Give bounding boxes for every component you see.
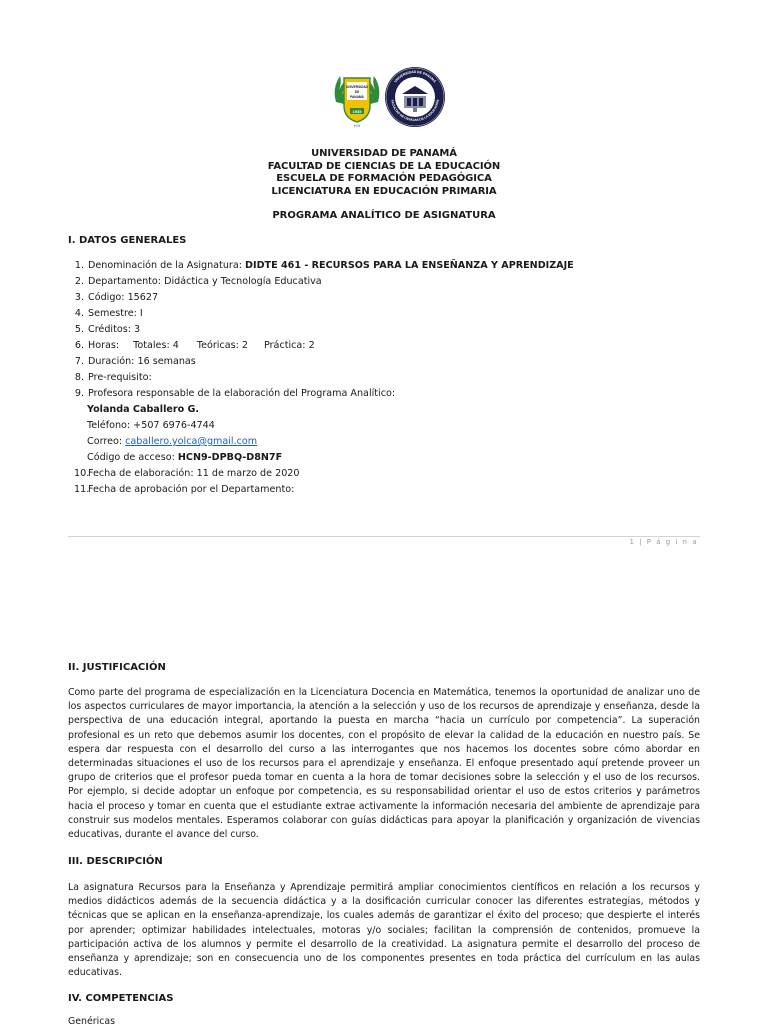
item-number: 6. (74, 340, 84, 351)
item-number: 4. (74, 308, 84, 319)
prerequisite: Pre-requisito: (88, 372, 152, 383)
up-logo-text: UNIVERSIDAD (346, 85, 368, 89)
access-code-row (74, 450, 714, 466)
section-heading-general: I. DATOS GENERALES (68, 235, 187, 246)
department: Departamento: Didáctica y Tecnología Educativa (88, 276, 322, 287)
item-number: 9. (74, 388, 84, 399)
hours-practice: Práctica: 2 (264, 340, 315, 351)
hours-label: Horas: (88, 340, 120, 351)
elaboration-date: Fecha de elaboración: 11 de marzo de 2020 (88, 468, 300, 479)
seal-ring-bottom-text: FACULTAD DE CIENCIAS DE LA EDUCACIÓN (390, 99, 440, 123)
hours-theory: Teóricas: 2 (196, 340, 248, 351)
item-number: 11. (74, 484, 90, 495)
course-name: DIDTE 461 - RECURSOS PARA LA ENSEÑANZA Y APRENDIZAJE (245, 260, 574, 271)
access-code: HCN9-DPBQ-D8N7F (177, 452, 283, 463)
duration: Duración: 16 semanas (88, 356, 196, 367)
faculty-name: FACULTAD DE CIENCIAS DE LA EDUCACIÓN (267, 160, 501, 172)
university-name: UNIVERSIDAD DE PANAMÁ (311, 148, 457, 159)
list-item (74, 338, 714, 354)
email-link[interactable]: caballero.yolca@gmail.com (125, 436, 258, 447)
list-item (74, 290, 714, 306)
institution-logos (330, 66, 440, 130)
item-number: 10. (74, 468, 90, 479)
university-of-panama-logo (330, 68, 384, 128)
page-number: 1 | P á g i n a (629, 538, 698, 546)
program-title: PROGRAMA ANALÍTICO DE ASIGNATURA (272, 210, 496, 221)
faculty-of-education-seal (384, 66, 446, 128)
up-logo-motto: H H (353, 124, 361, 128)
justification-text: Como parte del programa de especialización en la Licenciatura Docencia en Matemática, tenemos la oportunidad de analizar uno de los aspectos curriculares de mayor importancia, la atención a la selección y uso de los recursos de aprendizaje y enseñanza, desde la perspectiva de una educación integral, aportando la puesta en marcha “hacia un currículo por competencia”. La superación profesional es un reto que debemos asumir los docentes, con el propósito de elevar la calidad de la educación en nuestro país. Se espera dar respuesta con el desarrollo del curso a las interrogantes que nos hacemos los docentes sobre cómo abordar en determinadas situaciones el uso de los recursos para el aprendizaje y enseñanza. El enfoque presentado aquí pretende proveer un grupo de criterios que el profesor pueda tomar en cuenta a la hora de tomar decisiones sobre la selección y el uso de los recursos. Por ejemplo, si decide adoptar un enfoque por competencia, es su responsabilidad orientar el uso de estos criterios y parámetros hacia el proceso y tomar en cuenta que el estudiante extrae activamente la información necesaria del ambiente de aprendizaje para construir sus modelos mentales. Esperamos colaborar con guías didácticas para apoyar la planificación y organización de vivencias educativas, durante el avance del curso. (68, 687, 700, 841)
list-item (74, 466, 714, 482)
competencies-subheading: Genéricas (68, 1016, 115, 1027)
course-code: Código: 15627 (88, 292, 159, 303)
responsible-professor-label: Profesora responsable de la elaboración del Programa Analítico: (88, 388, 396, 399)
item-number: 2. (74, 276, 84, 287)
list-item (74, 354, 714, 370)
approval-date: Fecha de aprobación por el Departamento: (88, 484, 295, 495)
professor-name: Yolanda Caballero G. (87, 404, 200, 415)
page-footer-divider (68, 536, 700, 537)
list-item (74, 306, 714, 322)
school-name: ESCUELA DE FORMACIÓN PEDAGÓGICA (276, 173, 492, 184)
description-text: La asignatura Recursos para la Enseñanza y Aprendizaje permitirá ampliar conocimientos científicos en relación a los recursos y medios didácticos además de la secuencia didáctica y a la dosificación curricular conocer las diferentes estrategias, métodos y técnicas que se aplican en la enseñanza-aprendizaje, los cuales además de garantizar el éxito del proceso; que despierte el interés por aprender; optimizar habilidades intelectuales, motoras y/o sociales; facilitan la comprensión de contenidos, promueve la participación activa de los alumnos y permite el desarrollo de la creatividad. La asignatura permite el desarrollo del proceso de enseñanza y aprendizaje; son en consecuencia uno de los componentes presentes en toda práctica del currículum en las aulas educativas. (68, 882, 700, 979)
document-header (0, 148, 768, 198)
access-code-label: Código de acceso: (87, 452, 175, 463)
item-number: 8. (74, 372, 84, 383)
email-label: Correo: (87, 436, 123, 447)
up-logo-year: 1935 (352, 109, 362, 114)
section-heading-competencies: IV. COMPETENCIAS (68, 993, 174, 1004)
professor-email-row (74, 434, 714, 450)
general-data-list (74, 258, 714, 498)
section-heading-description: III. DESCRIPCIÓN (68, 856, 163, 867)
item-number: 7. (74, 356, 84, 367)
up-logo-text: DE (354, 90, 360, 94)
item-number: 3. (74, 292, 84, 303)
credits: Créditos: 3 (88, 324, 141, 335)
hours-total: Totales: 4 (133, 340, 179, 351)
seal-ring-top-text: UNIVERSIDAD DE PANAMÁ (393, 69, 437, 84)
professor-phone: Teléfono: +507 6976-4744 (87, 420, 215, 431)
list-item (74, 482, 714, 498)
list-item (74, 370, 714, 386)
item1-label: Denominación de la Asignatura: (88, 260, 242, 271)
item-number: 5. (74, 324, 84, 335)
list-item (74, 386, 714, 402)
item-number: 1. (74, 260, 84, 271)
degree-name: LICENCIATURA EN EDUCACIÓN PRIMARIA (271, 185, 497, 197)
list-item (74, 274, 714, 290)
list-item (74, 322, 714, 338)
list-item (74, 258, 714, 274)
semester: Semestre: I (88, 308, 143, 319)
up-logo-text: PANAMÁ (350, 95, 364, 99)
section-heading-justification: II. JUSTIFICACIÓN (68, 662, 166, 673)
